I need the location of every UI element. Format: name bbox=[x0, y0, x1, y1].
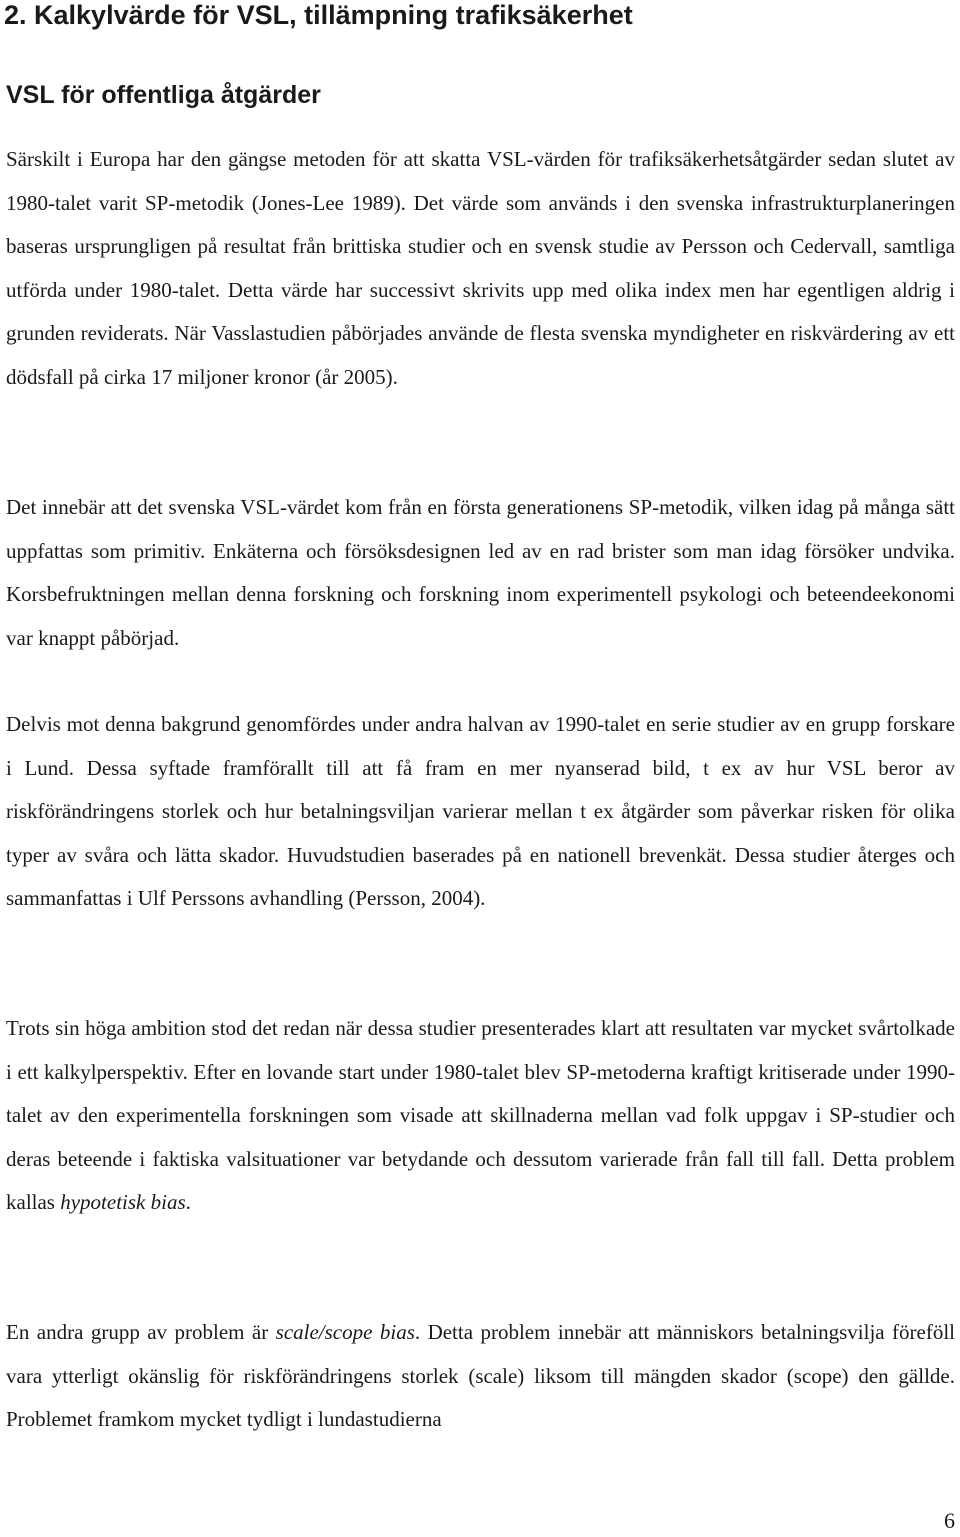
paragraph-1: Särskilt i Europa har den gängse metoden för att skatta VSL-värden för trafiksäkerhetsåtgärder sedan slutet av 1980-talet varit SP-metodik (Jones-Lee 1989). Det värde som används i den svenska infrastrukturplaneringen baseras ursprungligen på resultat från brittiska studier och en svensk studie av Persson och Cedervall, samtliga utförda under 1980-talet. Detta värde har successivt skrivits upp med olika index men har egentligen aldrig i grunden reviderats. När Vasslastudien påbörjades använde de flesta svenska myndigheter en riskvärdering av ett dödsfall på cirka 17 miljoner kronor (år 2005). bbox=[6, 147, 955, 389]
paragraph-5-tail: . Detta problem innebär att människors betalningsvilja föreföll vara ytterligt okänslig för riskförändringens storlek (scale) liksom till mängden skador (scope) den gällde. Problemet framkom mycket tydligt i lundastudierna bbox=[6, 1320, 955, 1431]
page-number: 6 bbox=[944, 1508, 955, 1533]
paragraph-4-text: Trots sin höga ambition stod det redan när dessa studier presenterades klart att resultaten var mycket svårtolkade i ett kalkylperspektiv. Efter en lovande start under 1980-talet blev SP-metoderna kraftigt kritiserade under 1990-talet av den experimentella forskningen som visade att skillnaderna mellan vad folk uppgav i SP-studier och deras beteende i faktiska valsituationer var betydande och dessutom varierade från fall till fall. Detta problem kallas bbox=[6, 1016, 955, 1214]
paragraph-5-text: En andra grupp av problem är bbox=[6, 1320, 276, 1344]
paragraph-4-tail: . bbox=[185, 1190, 191, 1214]
paragraph-4 bbox=[6, 1007, 955, 1225]
paragraph-5 bbox=[6, 1311, 955, 1442]
section-heading: VSL för offentliga åtgärder bbox=[6, 81, 321, 109]
chapter-heading: 2. Kalkylvärde för VSL, tillämpning trafiksäkerhet bbox=[4, 0, 633, 30]
paragraph-4-emphasis: hypotetisk bias bbox=[60, 1190, 186, 1214]
paragraph-5-emphasis: scale/scope bias bbox=[275, 1320, 415, 1344]
paragraph-3: Delvis mot denna bakgrund genomfördes under andra halvan av 1990-talet en serie studier av en grupp forskare i Lund. Dessa syftade framförallt till att få fram en mer nyanserad bild, t ex av hur VSL beror av riskförändringens storlek och hur betalningsviljan varierar mellan t ex åtgärder som påverkar risken för olika typer av svåra och lätta skador. Huvudstudien baserades på en nationell brevenkät. Dessa studier återges och sammanfattas i Ulf Perssons avhandling (Persson, 2004). bbox=[6, 712, 955, 910]
paragraph-2: Det innebär att det svenska VSL-värdet kom från en första generationens SP-metodik, vilken idag på många sätt uppfattas som primitiv. Enkäterna och försöksdesignen led av en rad brister som man idag försöker undvika. Korsbefruktningen mellan denna forskning och forskning inom experimentell psykologi och beteendeekonomi var knappt påbörjad. bbox=[6, 495, 955, 650]
